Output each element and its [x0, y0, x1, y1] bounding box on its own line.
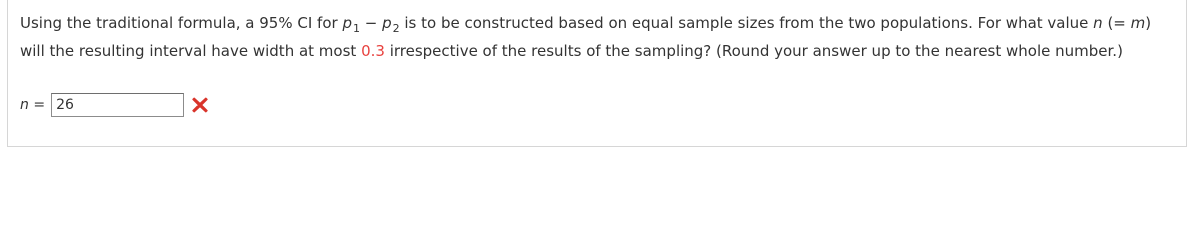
p1-subscript: 1: [352, 22, 360, 35]
incorrect-x-icon: [191, 96, 209, 114]
p2-subscript: 2: [392, 22, 400, 35]
question-text-part-4: irrespective of the results of the sampling? (Round your answer up to the nearest whole number.): [384, 42, 1123, 60]
p1-variable: p: [342, 14, 352, 32]
width-value: 0.3: [361, 42, 385, 60]
equals-open: (=: [1102, 14, 1131, 32]
m-variable: m: [1130, 14, 1146, 32]
equals-close: ): [1145, 14, 1152, 32]
minus-sign: −: [359, 14, 383, 32]
answer-label: [20, 97, 45, 113]
p2-variable: p: [382, 14, 392, 32]
question-text: [20, 10, 1175, 64]
question-text-part-2: is to be constructed based on equal sample sizes from the two populations. For what value: [399, 14, 1094, 32]
answer-row: [20, 92, 209, 118]
question-text-part-1: Using the traditional formula, a 95% CI for: [20, 14, 343, 32]
answer-input[interactable]: [51, 93, 184, 117]
n-variable: n: [1093, 14, 1103, 32]
answer-label-variable: n: [20, 97, 29, 113]
question-text-part-3: will the resulting interval have width at most: [20, 42, 362, 60]
answer-label-equals: =: [28, 97, 46, 113]
